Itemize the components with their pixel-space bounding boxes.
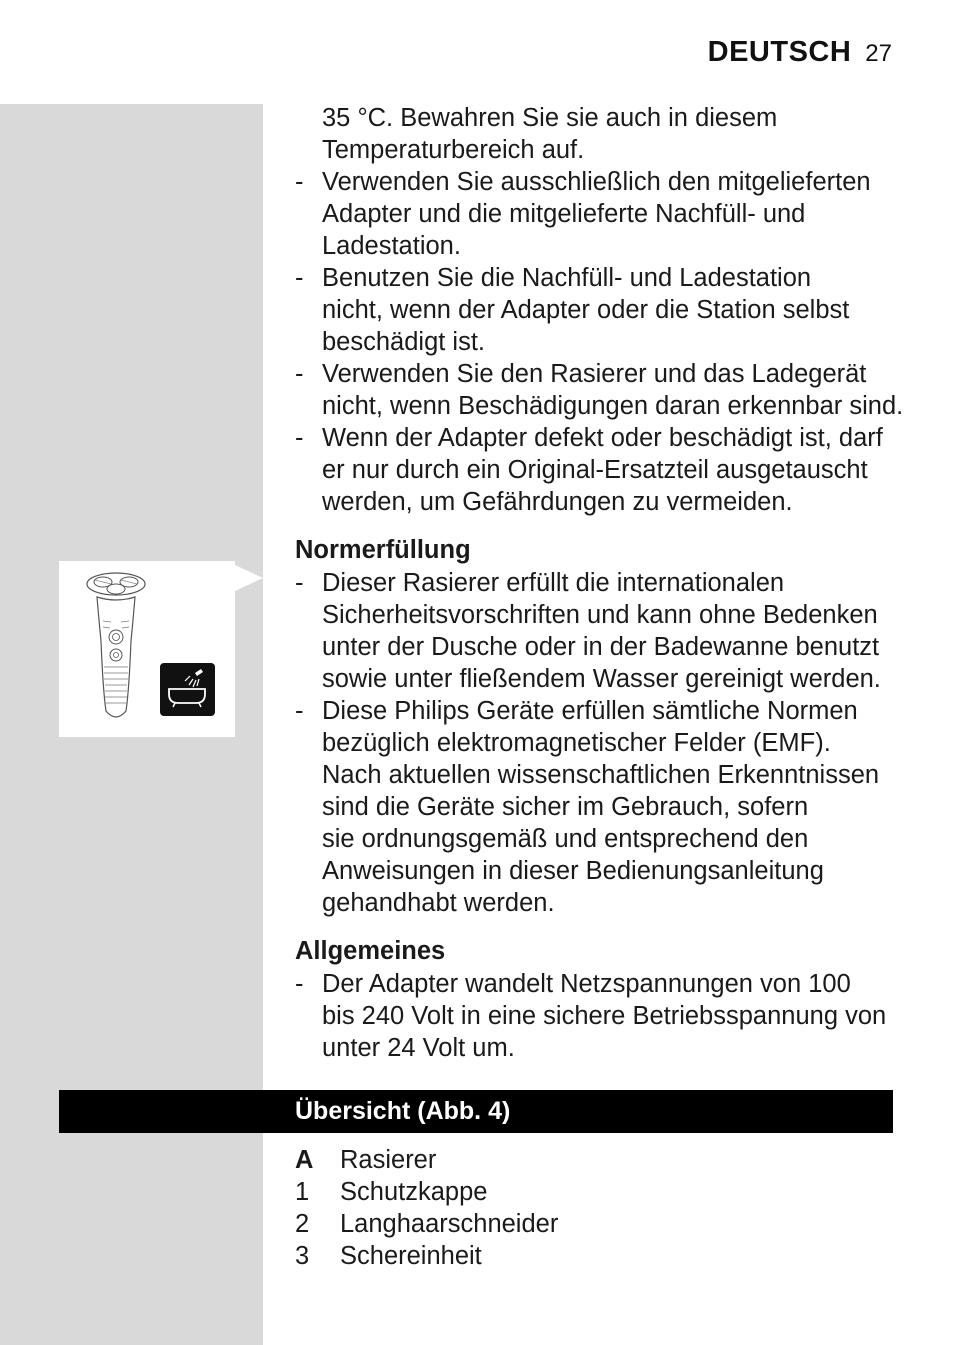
bullet-dash: - bbox=[295, 264, 304, 292]
text-line: Adapter und die mitgelieferte Nachfüll- und bbox=[322, 200, 806, 228]
item-key: 1 bbox=[295, 1178, 310, 1206]
text-line: sind die Geräte sicher im Gebrauch, sofern bbox=[322, 793, 809, 821]
text-line: unter der Dusche oder in der Badewanne benutzt bbox=[322, 633, 880, 661]
text-line: unter 24 Volt um. bbox=[322, 1034, 515, 1062]
figure-shaver-water-safe bbox=[59, 561, 235, 737]
bullet-item bbox=[295, 166, 905, 262]
item-label: Schutzkappe bbox=[340, 1178, 488, 1206]
bullet-dash: - bbox=[295, 360, 304, 388]
item-label: Langhaarschneider bbox=[340, 1210, 559, 1238]
text-line: Dieser Rasierer erfüllt die internationalen bbox=[322, 569, 785, 597]
page-number: 27 bbox=[865, 40, 892, 67]
text-line: sowie unter fließendem Wasser gereinigt werden. bbox=[322, 665, 881, 693]
text-line: Diese Philips Geräte erfüllen sämtliche Normen bbox=[322, 697, 858, 725]
page-header bbox=[708, 36, 892, 69]
item-key: 2 bbox=[295, 1210, 310, 1238]
item-label: Schereinheit bbox=[340, 1242, 482, 1270]
bullet-item bbox=[295, 968, 905, 1064]
text-line: nicht, wenn der Adapter oder die Station selbst bbox=[322, 296, 850, 324]
text-line: Temperaturbereich auf. bbox=[322, 136, 585, 164]
item-key: A bbox=[295, 1146, 314, 1174]
text-line: Ladestation. bbox=[322, 232, 461, 260]
section-title-normerfuellung: Normerfüllung bbox=[295, 536, 471, 564]
bullet-dash: - bbox=[295, 424, 304, 452]
bullet-dash: - bbox=[295, 168, 304, 196]
shaver-icon bbox=[59, 561, 235, 737]
list-item bbox=[295, 1144, 558, 1176]
text-line: 35 °C. Bewahren Sie sie auch in diesem bbox=[322, 104, 778, 132]
text-line: Nach aktuellen wissenschaftlichen Erkenntnissen bbox=[322, 761, 880, 789]
bullet-dash: - bbox=[295, 697, 304, 725]
text-line: Verwenden Sie den Rasierer und das Ladegerät bbox=[322, 360, 867, 388]
text-line: Sicherheitsvorschriften und kann ohne Bedenken bbox=[322, 601, 878, 629]
intro-continuation bbox=[295, 102, 905, 166]
main-content bbox=[295, 102, 905, 1064]
overview-list bbox=[295, 1144, 558, 1272]
list-item bbox=[295, 1176, 558, 1208]
text-line: bezüglich elektromagnetischer Felder (EMF). bbox=[322, 729, 831, 757]
bullet-item bbox=[295, 422, 905, 518]
list-item bbox=[295, 1240, 558, 1272]
bullet-dash: - bbox=[295, 569, 304, 597]
bullet-item bbox=[295, 358, 905, 422]
language-heading: DEUTSCH bbox=[707, 36, 852, 68]
bullet-item bbox=[295, 567, 905, 695]
bullet-item bbox=[295, 695, 905, 919]
text-line: bis 240 Volt in eine sichere Betriebsspannung von bbox=[322, 1002, 887, 1030]
text-line: sie ordnungsgemäß und entsprechend den bbox=[322, 825, 809, 853]
item-label: Rasierer bbox=[340, 1146, 437, 1174]
text-line: beschädigt ist. bbox=[322, 328, 486, 356]
text-line: Verwenden Sie ausschließlich den mitgelieferten bbox=[322, 168, 871, 196]
shower-bath-icon bbox=[160, 663, 215, 716]
text-line: gehandhabt werden. bbox=[322, 889, 555, 917]
text-line: Benutzen Sie die Nachfüll- und Ladestation bbox=[322, 264, 812, 292]
section-title-uebersicht: Übersicht (Abb. 4) bbox=[295, 1097, 511, 1125]
section-header-bar bbox=[59, 1090, 893, 1133]
text-line: nicht, wenn Beschädigungen daran erkennbar sind. bbox=[322, 392, 904, 420]
bullet-item bbox=[295, 262, 905, 358]
text-line: Wenn der Adapter defekt oder beschädigt ist, darf bbox=[322, 424, 883, 452]
bullet-dash: - bbox=[295, 970, 304, 998]
figure-pointer bbox=[235, 565, 263, 591]
text-line: Anweisungen in dieser Bedienungsanleitung bbox=[322, 857, 824, 885]
text-line: er nur durch ein Original-Ersatzteil ausgetauscht bbox=[322, 456, 868, 484]
section-title-allgemeines: Allgemeines bbox=[295, 937, 446, 965]
list-item bbox=[295, 1208, 558, 1240]
text-line: Der Adapter wandelt Netzspannungen von 100 bbox=[322, 970, 851, 998]
item-key: 3 bbox=[295, 1242, 310, 1270]
text-line: werden, um Gefährdungen zu vermeiden. bbox=[322, 488, 793, 516]
